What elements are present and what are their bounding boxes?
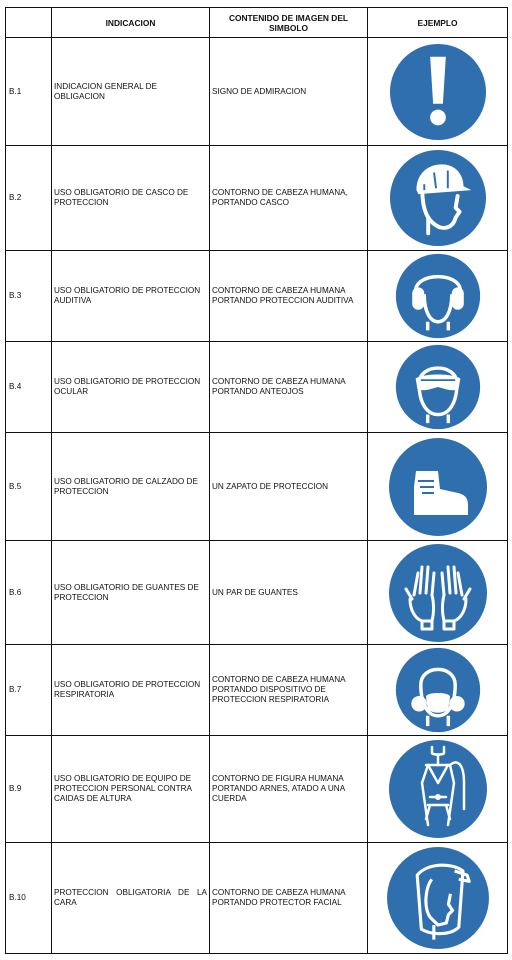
row-content: CONTORNO DE CABEZA HUMANA PORTANDO PROTECTOR FACIAL <box>210 843 368 954</box>
row-code: B.5 <box>6 433 52 541</box>
face-shield-head-icon <box>386 846 490 950</box>
header-example: EJEMPLO <box>368 8 508 38</box>
row-indication: USO OBLIGATORIO DE PROTECCION RESPIRATORIA <box>52 645 210 736</box>
row-content: UN ZAPATO DE PROTECCION <box>210 433 368 541</box>
safety-boot-icon <box>388 437 488 537</box>
table-row <box>6 736 508 843</box>
row-content: SIGNO DE ADMIRACION <box>210 38 368 146</box>
row-code: B.9 <box>6 736 52 843</box>
row-content: CONTORNO DE CABEZA HUMANA PORTANDO DISPOSITIVO DE PROTECCION RESPIRATORIA <box>210 645 368 736</box>
helmet-head-icon <box>389 149 487 247</box>
table-row <box>6 342 508 433</box>
row-code: B.2 <box>6 146 52 251</box>
row-indication: USO OBLIGATORIO DE CASCO DE PROTECCION <box>52 146 210 251</box>
row-indication: PROTECCION OBLIGATORIA DE LA CARA <box>52 843 210 954</box>
row-content: CONTORNO DE CABEZA HUMANA PORTANDO PROTECCION AUDITIVA <box>210 251 368 342</box>
table-row <box>6 541 508 645</box>
harness-figure-icon <box>388 739 488 839</box>
table-row <box>6 251 508 342</box>
header-indication: INDICACION <box>52 8 210 38</box>
header-content: CONTENIDO DE IMAGEN DEL SIMBOLO <box>210 8 368 38</box>
gloves-icon <box>388 543 488 643</box>
row-indication: USO OBLIGATORIO DE PROTECCION AUDITIVA <box>52 251 210 342</box>
row-code: B.10 <box>6 843 52 954</box>
row-indication: USO OBLIGATORIO DE GUANTES DE PROTECCION <box>52 541 210 645</box>
obligation-signs-table <box>5 7 508 954</box>
table-row <box>6 146 508 251</box>
table-row <box>6 645 508 736</box>
row-indication: USO OBLIGATORIO DE EQUIPO DE PROTECCION PERSONAL CONTRA CAIDAS DE ALTURA <box>52 736 210 843</box>
row-indication: USO OBLIGATORIO DE CALZADO DE PROTECCION <box>52 433 210 541</box>
row-code: B.3 <box>6 251 52 342</box>
row-code: B.7 <box>6 645 52 736</box>
respirator-head-icon <box>395 647 481 733</box>
row-indication: INDICACION GENERAL DE OBLIGACION <box>52 38 210 146</box>
row-content: CONTORNO DE FIGURA HUMANA PORTANDO ARNES, ATADO A UNA CUERDA <box>210 736 368 843</box>
ear-protection-head-icon <box>395 253 481 339</box>
table-header-row <box>6 8 508 38</box>
table-row <box>6 433 508 541</box>
row-code: B.1 <box>6 38 52 146</box>
table-row <box>6 843 508 954</box>
goggles-head-icon <box>395 344 481 430</box>
row-content: CONTORNO DE CABEZA HUMANA, PORTANDO CASCO <box>210 146 368 251</box>
header-code <box>6 8 52 38</box>
row-code: B.4 <box>6 342 52 433</box>
table-row <box>6 38 508 146</box>
row-content: UN PAR DE GUANTES <box>210 541 368 645</box>
row-code: B.6 <box>6 541 52 645</box>
row-content: CONTORNO DE CABEZA HUMANA PORTANDO ANTEOJOS <box>210 342 368 433</box>
row-indication: USO OBLIGATORIO DE PROTECCION OCULAR <box>52 342 210 433</box>
exclamation-icon <box>389 43 487 141</box>
